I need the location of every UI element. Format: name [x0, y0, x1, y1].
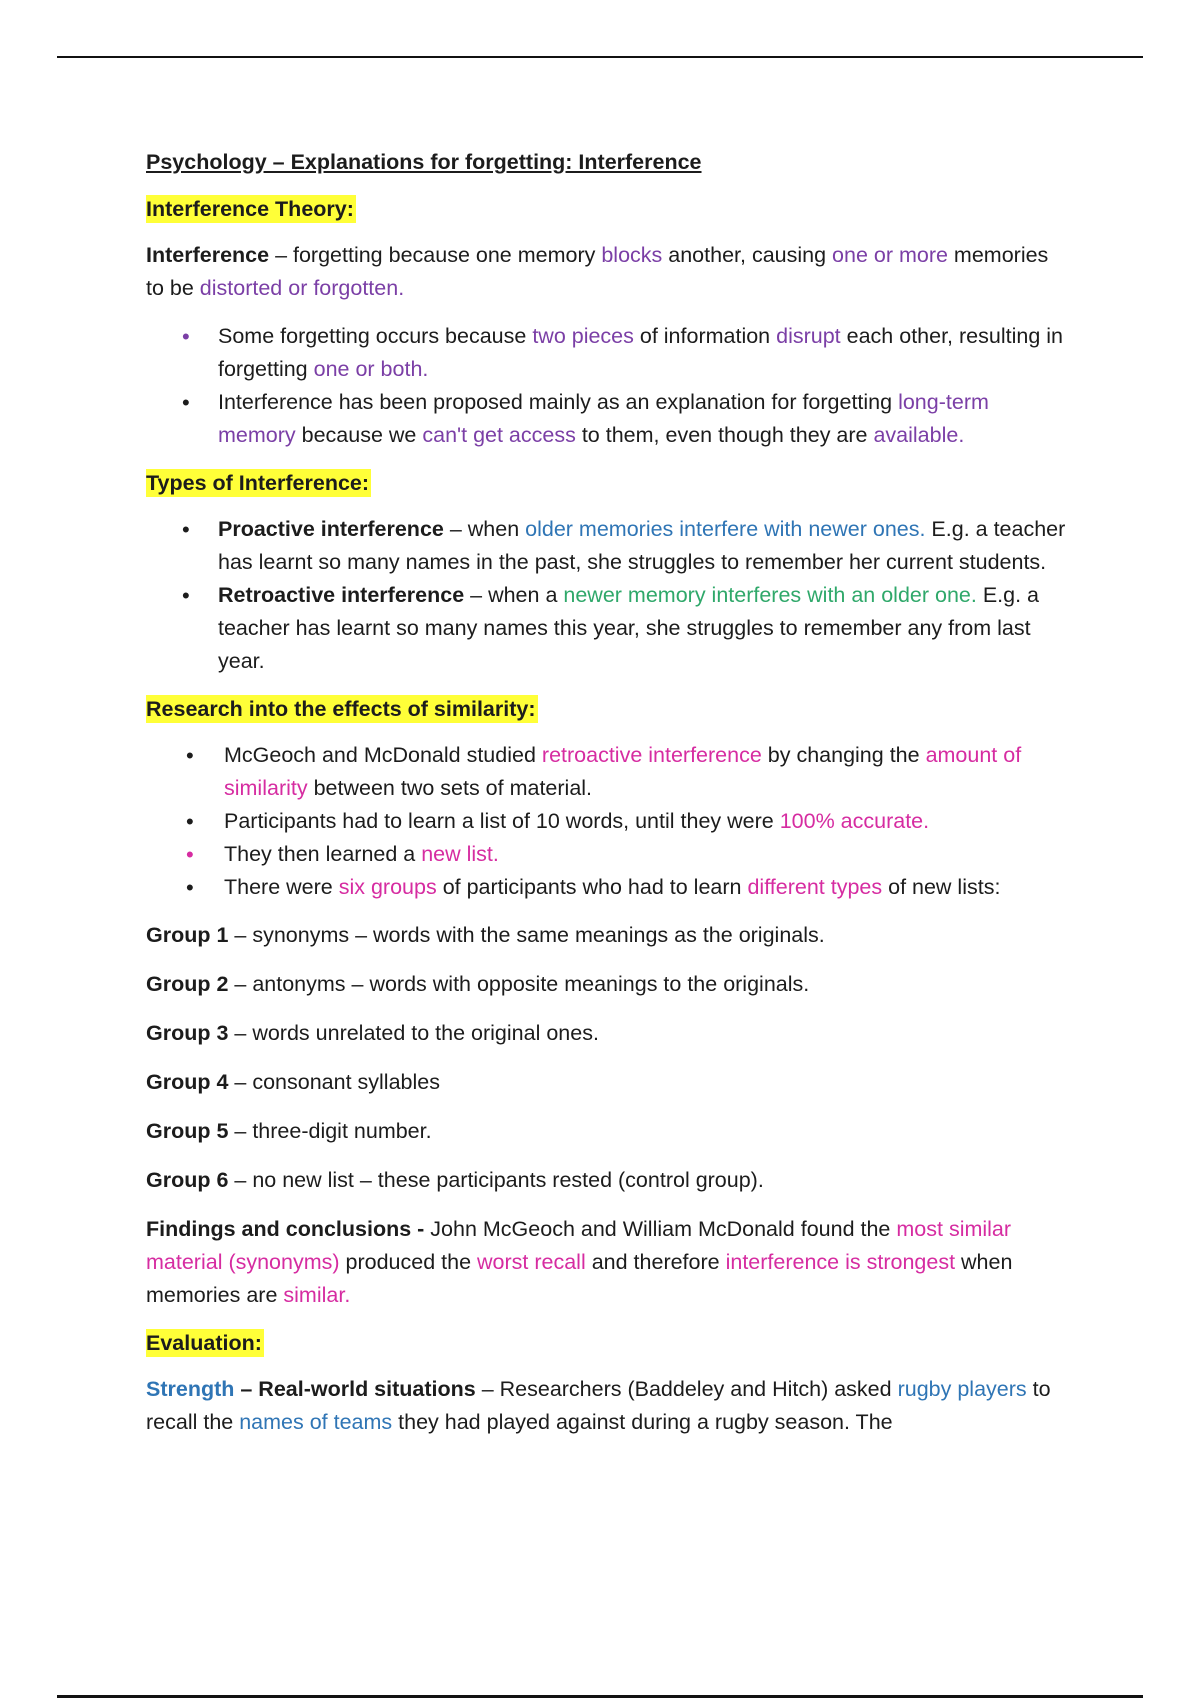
list-item-proactive: • Proactive interference – when older memories interfere with newer ones. E.g. a teacher has learnt so many names in the past, she struggles to remember her current students.: [146, 513, 1066, 579]
document-body: [146, 146, 1066, 1454]
research-bullet-list: [146, 739, 1066, 904]
page-title: Psychology – Explanations for forgetting: Interference: [146, 150, 702, 174]
group-line-6: Group 6 – no new list – these participants rested (control group).: [146, 1168, 764, 1192]
bullet-icon: •: [182, 390, 190, 415]
group-line-2: Group 2 – antonyms – words with opposite meanings to the originals.: [146, 972, 810, 996]
list-item: • They then learned a new list.: [146, 838, 1066, 871]
group-line-5: Group 5 – three-digit number.: [146, 1119, 432, 1143]
definition-paragraph: Interference – forgetting because one memory blocks another, causing one or more memories to be distorted or forgotten.: [146, 243, 1049, 300]
group-line-3: Group 3 – words unrelated to the original ones.: [146, 1021, 599, 1045]
heading-research-similarity: Research into the effects of similarity:: [146, 697, 536, 721]
bullet-icon: •: [186, 842, 194, 867]
list-item: • McGeoch and McDonald studied retroactive interference by changing the amount of similarity between two sets of material.: [146, 739, 1066, 805]
bullet-icon: •: [186, 875, 194, 900]
theory-bullet-list: [146, 320, 1066, 452]
bullet-icon: •: [182, 324, 190, 349]
bullet-icon: •: [182, 583, 190, 608]
list-item: • Interference has been proposed mainly as an explanation for forgetting long-term memory because we can't get access to them, even though they are available.: [146, 386, 1066, 452]
group-line-4: Group 4 – consonant syllables: [146, 1070, 440, 1094]
list-item: • Some forgetting occurs because two pieces of information disrupt each other, resulting in forgetting one or both.: [146, 320, 1066, 386]
heading-interference-theory: Interference Theory:: [146, 197, 354, 221]
bullet-icon: •: [186, 809, 194, 834]
types-bullet-list: [146, 513, 1066, 678]
list-item-retroactive: • Retroactive interference – when a newer memory interferes with an older one. E.g. a teacher has learnt so many names this year, she struggles to remember any from last year.: [146, 579, 1066, 678]
list-item: • Participants had to learn a list of 10 words, until they were 100% accurate.: [146, 805, 1066, 838]
heading-evaluation: Evaluation:: [146, 1331, 262, 1355]
bullet-icon: •: [186, 743, 194, 768]
list-item: • There were six groups of participants who had to learn different types of new lists:: [146, 871, 1066, 904]
bullet-icon: •: [182, 517, 190, 542]
findings-paragraph: Findings and conclusions - John McGeoch and William McDonald found the most similar material (synonyms) produced the worst recall and therefore interference is strongest when memories are similar.: [146, 1217, 1013, 1307]
evaluation-paragraph: Strength – Real-world situations – Researchers (Baddeley and Hitch) asked rugby players to recall the names of teams they had played against during a rugby season. The: [146, 1377, 1051, 1434]
footer-rule: [57, 1695, 1143, 1698]
heading-types-of-interference: Types of Interference:: [146, 471, 370, 495]
header-rule: [57, 56, 1143, 58]
group-line-1: Group 1 – synonyms – words with the same meanings as the originals.: [146, 923, 825, 947]
